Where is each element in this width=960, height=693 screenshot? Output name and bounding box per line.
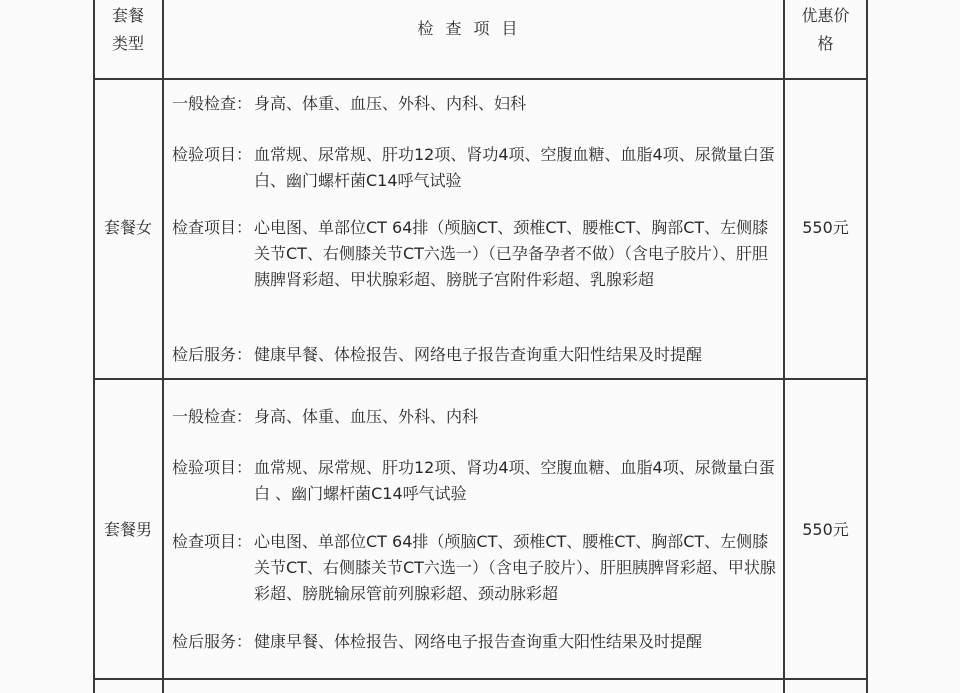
table-border-right	[866, 0, 868, 693]
table-border-left	[93, 0, 95, 693]
row-label: 一般检查：	[171, 407, 252, 426]
column-divider-2	[783, 0, 785, 693]
header-check-items: 检查项目	[417, 19, 530, 38]
row-label: 检查项目：	[171, 532, 252, 551]
table-border-bottom	[93, 678, 868, 680]
row-label: 检验项目：	[171, 145, 252, 164]
row-content: 心电图、单部位CT 64排（颅脑CT、颈椎CT、腰椎CT、胸部CT、左侧膝关节CT、右侧膝关节CT六选一）（已孕备孕者不做）（含电子胶片）、肝胆胰脾肾彩超、甲状腺彩超、膀胱子宫附件彩超、乳腺彩超	[254, 218, 769, 289]
header-price-line2: 格	[817, 34, 834, 53]
row-content: 血常规、尿常规、肝功12项、肾功4项、空腹血糖、血脂4项、尿微量白蛋白、幽门螺杆菌C14呼气试验	[254, 145, 775, 190]
row-label: 检验项目：	[171, 458, 252, 477]
row-content: 心电图、单部位CT 64排（颅脑CT、颈椎CT、腰椎CT、胸部CT、左侧膝关节CT、右侧膝关节CT六选一）（含电子胶片）、肝胆胰脾肾彩超、甲状腺彩超、膀胱输尿管前列腺彩超、颈动脉彩超	[254, 532, 776, 603]
row-content: 血常规、尿常规、肝功12项、肾功4项、空腹血糖、血脂4项、尿微量白蛋白 、幽门螺杆菌C14呼气试验	[254, 458, 775, 503]
row-content: 健康早餐、体检报告、网络电子报告查询重大阳性结果及时提醒	[254, 632, 703, 651]
row-label: 一般检查：	[171, 94, 252, 113]
package-name-male: 套餐男	[103, 520, 152, 539]
row-content: 身高、体重、血压、外科、内科、妇科	[254, 94, 527, 113]
row-divider	[93, 378, 868, 380]
row-content: 健康早餐、体检报告、网络电子报告查询重大阳性结果及时提醒	[254, 345, 703, 364]
package-name-female: 套餐女	[103, 218, 152, 237]
package-price-female: 550元	[802, 218, 849, 237]
header-discount-price	[785, 2, 866, 58]
header-divider	[93, 78, 868, 80]
header-package-type-line1: 套餐	[111, 6, 144, 25]
package-price-male: 550元	[802, 520, 849, 539]
header-price-line1: 优惠价	[801, 6, 850, 25]
row-label: 检后服务：	[171, 345, 252, 364]
row-label: 检后服务：	[171, 632, 252, 651]
row-content: 身高、体重、血压、外科、内科	[254, 407, 479, 426]
row-label: 检查项目：	[171, 218, 252, 237]
header-package-type	[95, 2, 161, 58]
header-package-type-line2: 类型	[111, 34, 144, 53]
